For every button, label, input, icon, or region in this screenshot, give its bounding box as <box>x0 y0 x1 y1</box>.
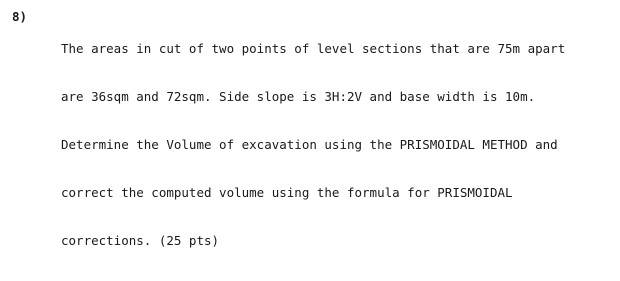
question-line-2: are 36sqm and 72sqm. Side slope is 3H:2V and base width is 10m. <box>61 89 536 104</box>
question-block <box>12 7 612 248</box>
question-text <box>61 9 565 281</box>
question-line-3: Determine the Volume of excavation using the PRISMOIDAL METHOD and <box>61 137 558 152</box>
question-line-5: corrections. (25 pts) <box>61 233 220 248</box>
question-line-1: The areas in cut of two points of level sections that are 75m apart <box>61 41 566 56</box>
question-number: 8) <box>12 9 28 24</box>
question-line-4: correct the computed volume using the formula for PRISMOIDAL <box>61 185 513 200</box>
